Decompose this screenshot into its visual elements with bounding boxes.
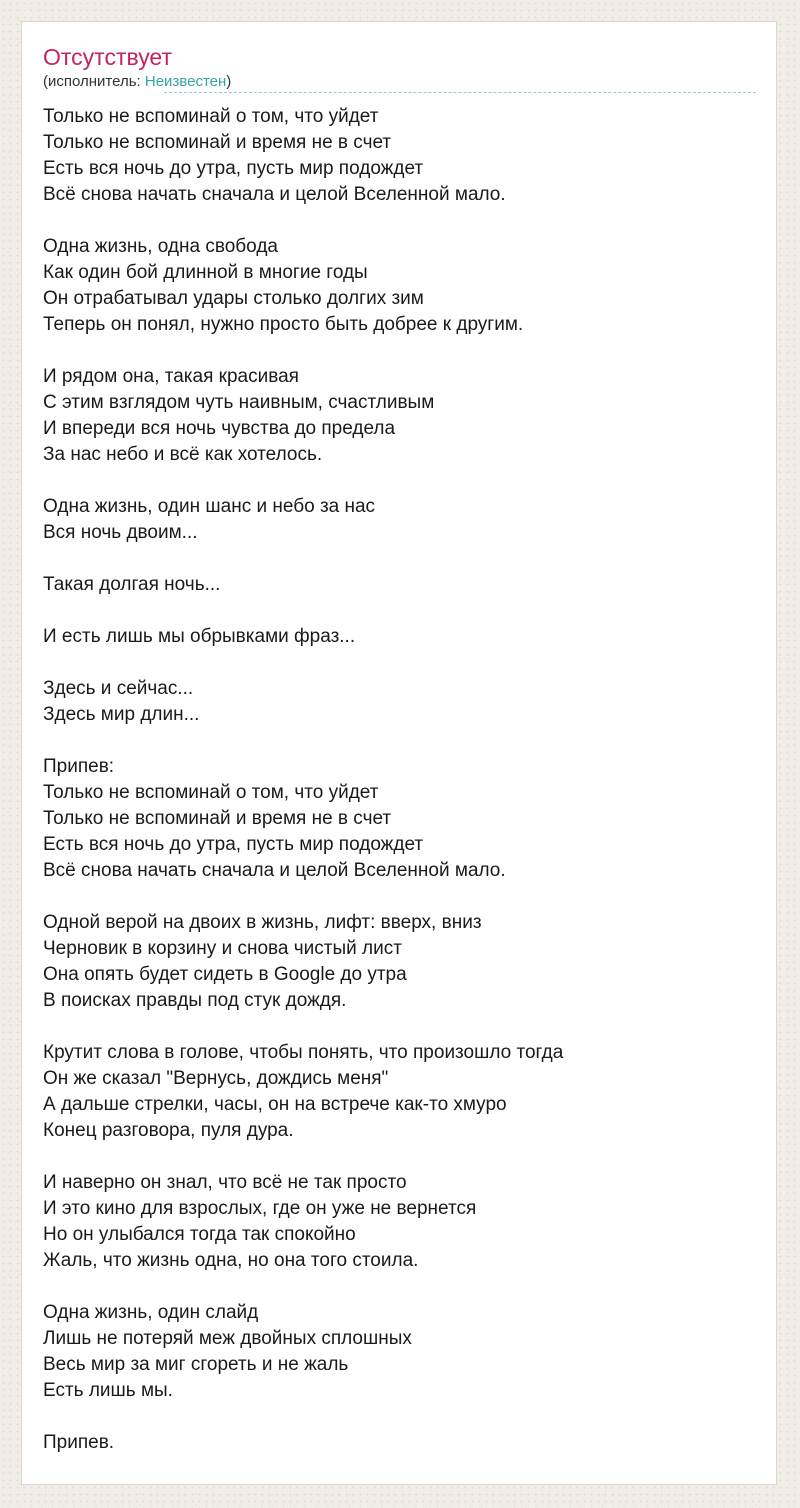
artist-link[interactable]: Неизвестен (144, 73, 227, 90)
lyric-line: В поисках правды под стук дождя. (43, 990, 347, 1011)
lyric-line: Теперь он понял, нужно просто быть добрее к другим. (43, 314, 524, 335)
stanza-break (43, 598, 758, 624)
lyric-line: Всё снова начать сначала и целой Вселенной мало. (43, 860, 506, 881)
lyric-line: Припев. (43, 1432, 115, 1453)
lyrics-text (43, 104, 758, 1456)
stanza-break (43, 884, 758, 910)
lyric-line: С этим взглядом чуть наивным, счастливым (43, 392, 435, 413)
lyric-line: Одна жизнь, один слайд (43, 1302, 259, 1323)
stanza-break (43, 546, 758, 572)
artist-suffix: ) (226, 73, 232, 90)
lyric-line: Только не вспоминай о том, что уйдет (43, 106, 379, 127)
lyric-line: Только не вспоминай и время не в счет (43, 132, 392, 153)
stanza-break (43, 468, 758, 494)
lyric-line: Припев: (43, 756, 115, 777)
lyric-line: Есть вся ночь до утра, пусть мир подождет (43, 834, 424, 855)
stanza-break (43, 1014, 758, 1040)
stanza-break (43, 650, 758, 676)
lyric-line: Жаль, что жизнь одна, но она того стоила. (43, 1250, 419, 1271)
stanza-break (43, 1274, 758, 1300)
lyric-line: Только не вспоминай о том, что уйдет (43, 782, 379, 803)
stanza-break (43, 1404, 758, 1430)
lyric-line: Она опять будет сидеть в Google до утра (43, 964, 407, 985)
lyric-line: Он же сказал "Вернусь, дождись меня" (43, 1068, 389, 1089)
lyric-line: И это кино для взрослых, где он уже не вернется (43, 1198, 477, 1219)
lyric-line: И есть лишь мы обрывками фраз... (43, 626, 356, 647)
lyric-line: Вся ночь двоим... (43, 522, 198, 543)
stanza-break (43, 208, 758, 234)
lyric-line: Только не вспоминай и время не в счет (43, 808, 392, 829)
stanza-break (43, 728, 758, 754)
lyric-line: Крутит слова в голове, чтобы понять, что произошло тогда (43, 1042, 564, 1063)
lyric-line: Есть лишь мы. (43, 1380, 173, 1401)
lyrics-card (21, 21, 777, 1485)
stanza-break (43, 1144, 758, 1170)
lyric-line: Как один бой длинной в многие годы (43, 262, 368, 283)
lyric-line: И рядом она, такая красивая (43, 366, 299, 387)
lyric-line: Одной верой на двоих в жизнь, лифт: вверх, вниз (43, 912, 482, 933)
lyric-line: Но он улыбался тогда так спокойно (43, 1224, 356, 1245)
lyric-line: Черновик в корзину и снова чистый лист (43, 938, 402, 959)
lyric-line: Такая долгая ночь... (43, 574, 221, 595)
lyric-line: Одна жизнь, одна свобода (43, 236, 278, 257)
lyric-line: Он отрабатывал удары столько долгих зим (43, 288, 424, 309)
lyric-line: За нас небо и всё как хотелось. (43, 444, 323, 465)
stanza-break (43, 338, 758, 364)
song-title: Отсутствует (43, 44, 172, 70)
lyric-line: И впереди вся ночь чувства до предела (43, 418, 396, 439)
artist-line (43, 72, 231, 92)
artist-prefix: (исполнитель: (43, 73, 145, 90)
lyric-line: Весь мир за миг сгореть и не жаль (43, 1354, 349, 1375)
header-divider (164, 92, 756, 93)
lyric-line: Конец разговора, пуля дура. (43, 1120, 294, 1141)
lyric-line: А дальше стрелки, часы, он на встрече как-то хмуро (43, 1094, 507, 1115)
lyric-line: Здесь и сейчас... (43, 678, 194, 699)
lyric-line: И наверно он знал, что всё не так просто (43, 1172, 407, 1193)
lyric-line: Лишь не потеряй меж двойных сплошных (43, 1328, 412, 1349)
lyric-line: Есть вся ночь до утра, пусть мир подождет (43, 158, 424, 179)
lyric-line: Всё снова начать сначала и целой Вселенной мало. (43, 184, 506, 205)
lyric-line: Здесь мир длин... (43, 704, 200, 725)
lyric-line: Одна жизнь, один шанс и небо за нас (43, 496, 376, 517)
